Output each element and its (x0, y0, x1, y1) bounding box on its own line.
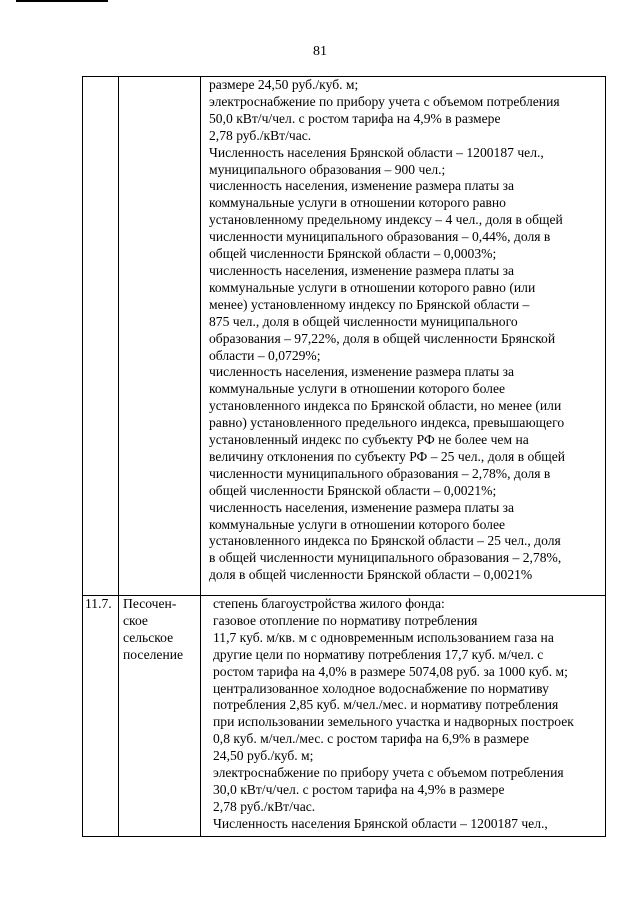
text-line: 24,50 руб./куб. м; (213, 748, 314, 764)
text-line: муниципального образования – 900 чел.; (209, 161, 446, 177)
text-line: Численность населения Брянской области – 1200187 чел., (213, 815, 548, 831)
text-line: 50,0 кВт/ч/чел. с ростом тарифа на 4,9% в размере (209, 110, 501, 126)
text-line: 30,0 кВт/ч/чел. с ростом тарифа на 4,9% в размере (213, 781, 505, 797)
text-line: 2,78 руб./кВт/час. (209, 127, 312, 143)
text-line: менее) установленному индексу по Брянской области – (209, 296, 530, 312)
name-line: Песочен- (123, 596, 177, 611)
text-line: централизованное холодное водоснабжение по нормативу (213, 680, 549, 696)
text-line: численности муниципального образования – 0,44%, доля в (209, 229, 551, 245)
text-line: газовое отопление по нормативу потребления (213, 612, 478, 628)
text-line: Численность населения Брянской области – 1200187 чел., (209, 144, 544, 160)
text-line: равно) установленного предельного индекса, превышающего (209, 415, 565, 431)
text-line: 875 чел., доля в общей численности муниципального (209, 313, 518, 329)
text-line: численность населения, изменение размера платы за (209, 178, 515, 194)
text-line: установленного индекса по Брянской области, но менее (или (209, 398, 562, 414)
text-line: коммунальные услуги в отношении которого более (209, 381, 506, 397)
page-number: 81 (313, 44, 327, 59)
text-line: 2,78 руб./кВт/час. (213, 798, 316, 814)
municipality-name-cell (119, 596, 201, 837)
text-line: общей численности Брянской области – 0,0021%; (209, 482, 497, 498)
text-line: 0,8 куб. м/чел./мес. с ростом тарифа на 6,9% в размере (213, 731, 530, 747)
text-line: численность населения, изменение размера платы за (209, 262, 515, 278)
text-line: коммунальные услуги в отношении которого более (209, 516, 506, 532)
tariff-table (82, 76, 606, 837)
text-line: величину отклонения по субъекту РФ – 25 чел., доля в общей (209, 448, 566, 464)
table-row (83, 596, 606, 837)
text-line: установленного индекса по Брянской области – 25 чел., доля (209, 533, 561, 549)
text-line: 11,7 куб. м/кв. м с одновременным использованием газа на (213, 629, 554, 645)
row-number-cell: 11.7. (83, 596, 119, 837)
text-line: степень благоустройства жилого фонда: (213, 596, 445, 611)
name-line: сельское (123, 629, 174, 645)
name-line: ское (123, 612, 148, 628)
row-number-cell (83, 77, 119, 596)
text-line: ростом тарифа на 4,0% в размере 5074,08 руб. за 1000 куб. м; (213, 663, 568, 679)
description-cell (201, 77, 606, 596)
text-line: при использовании земельного участка и надворных построек (213, 714, 574, 730)
municipality-name-cell (119, 77, 201, 596)
text-line: в общей численности муниципального образования – 2,78%, (209, 550, 562, 566)
text-line: потребления 2,85 куб. м/чел./мес. и нормативу потребления (213, 697, 559, 713)
table-row (83, 77, 606, 596)
scan-edge-mark (16, 0, 108, 2)
text-line: установленный индекс по субъекту РФ не более чем на (209, 432, 529, 448)
text-line: численность населения, изменение размера платы за (209, 499, 515, 515)
name-line: поселение (123, 646, 184, 662)
text-line: электроснабжение по прибору учета с объемом потребления (209, 93, 560, 109)
text-line: электроснабжение по прибору учета с объемом потребления (213, 765, 564, 781)
text-line: образования – 97,22%, доля в общей численности Брянской (209, 330, 556, 346)
text-line: общей численности Брянской области – 0,0003%; (209, 246, 497, 262)
text-line: доля в общей численности Брянской области – 0,0021% (209, 567, 533, 583)
text-line: численность населения, изменение размера платы за (209, 364, 515, 380)
description-cell (201, 596, 606, 837)
text-line: коммунальные услуги в отношении которого равно (или (209, 279, 536, 295)
text-line: численности муниципального образования – 2,78%, доля в (209, 465, 551, 481)
text-line: размере 24,50 руб./куб. м; (209, 77, 359, 92)
text-line: другие цели по нормативу потребления 17,7 куб. м/чел. с (213, 646, 544, 662)
text-line: коммунальные услуги в отношении которого равно (209, 195, 506, 211)
text-line: области – 0,0729%; (209, 347, 321, 363)
text-line: установленному предельному индексу – 4 чел., доля в общей (209, 212, 563, 228)
